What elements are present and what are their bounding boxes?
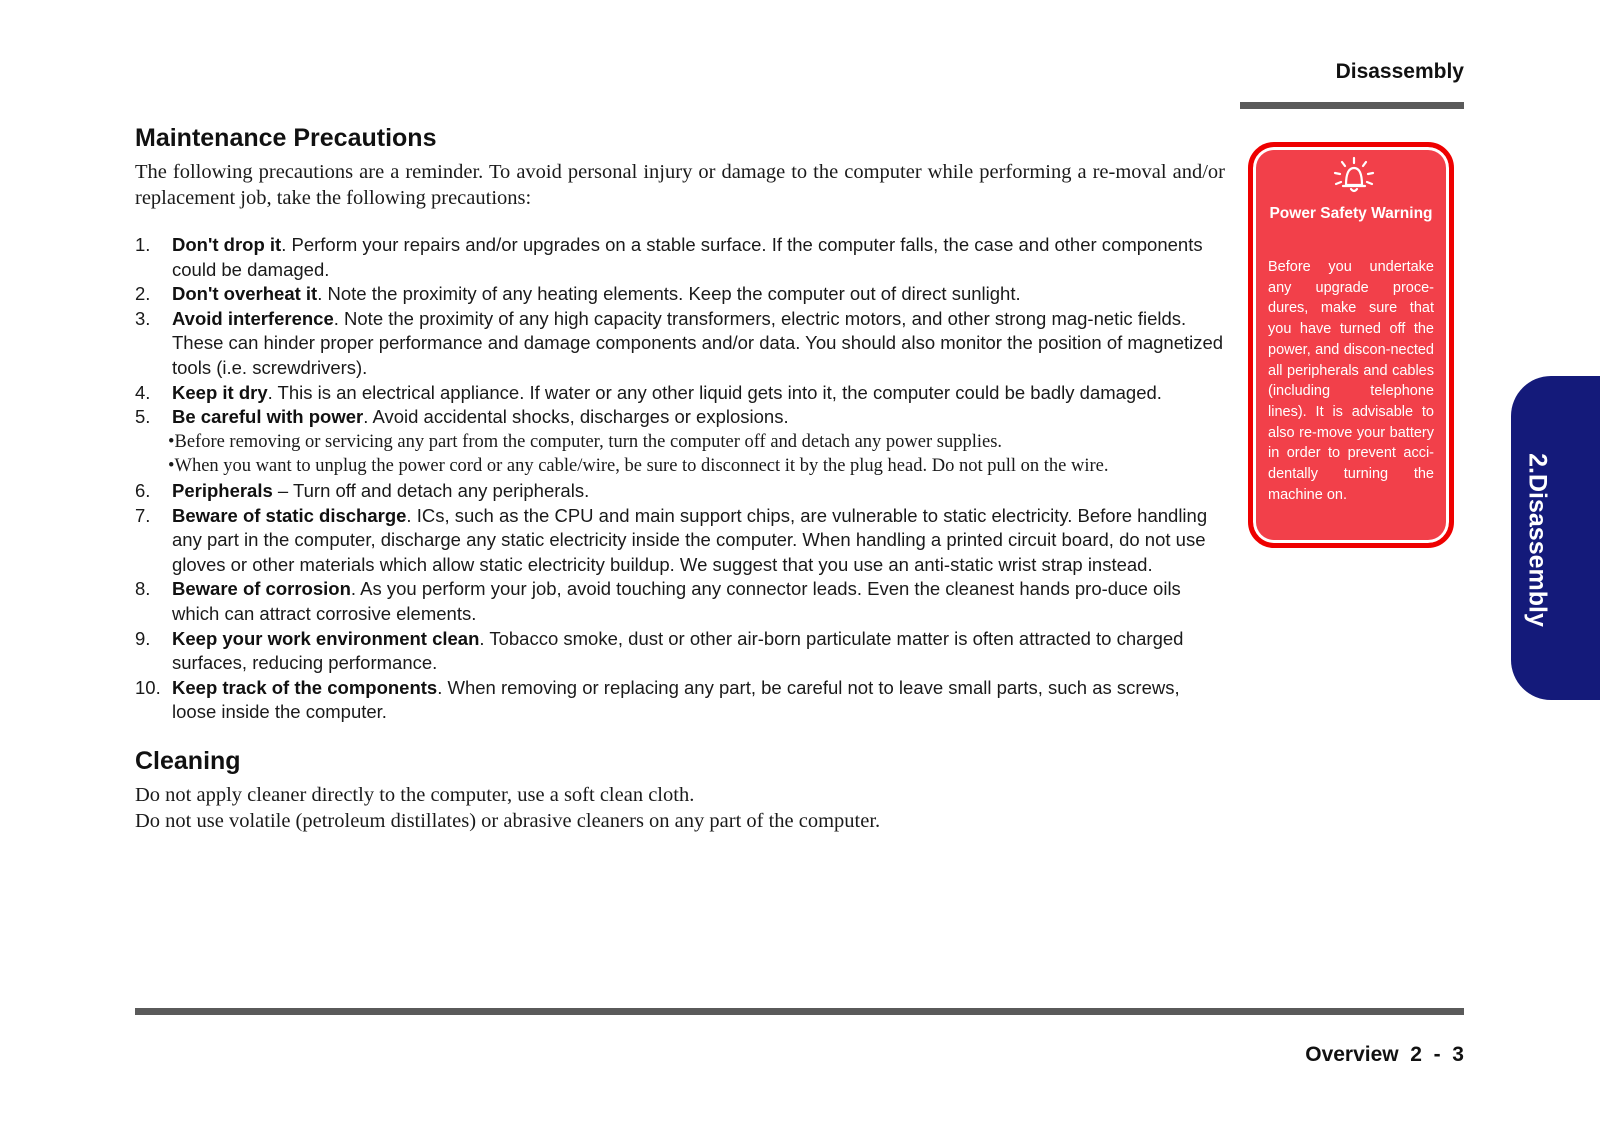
item-number: 5. (135, 406, 151, 428)
item-term: Keep your work environment clean (172, 627, 480, 649)
item-term: Avoid interference (172, 307, 334, 329)
power-bullets (135, 430, 1225, 479)
item-text: – Turn off and detach any peripherals. (272, 479, 590, 501)
bullet-item: •Before removing or servicing any part from the computer, turn the computer off and detach any power supplies. (168, 431, 1003, 452)
item-text: . ICs, such as the CPU and main support chips, are vulnerable to static electricity. Before handling any part in the computer, discharge any static electricity inside the computer. When handling a printed circuit board, do not use gloves or other materials which allow static electricity buildup. We suggest that you use an anti-static wrist strap instead. (172, 504, 1208, 575)
item-text: . This is an electrical appliance. If water or any other liquid gets into it, the computer could be badly damaged. (267, 381, 1162, 403)
list-item (135, 405, 1225, 430)
maintenance-intro: The following precautions are a reminder. To avoid personal injury or damage to the computer while performing a re-moval and/or replacement job, take the following precautions: (135, 161, 1225, 209)
item-number: 10. (135, 676, 161, 698)
item-text: . Note the proximity of any heating elements. Keep the computer out of direct sunlight. (317, 283, 1021, 305)
item-number: 4. (135, 381, 151, 403)
cleaning-section (135, 747, 1225, 834)
item-text: . When removing or replacing any part, be careful not to leave small parts, such as screws, loose inside the computer. (172, 676, 1180, 723)
item-term: Be careful with power (172, 406, 364, 428)
main-content (135, 124, 1225, 834)
item-term: Don't overheat it (172, 283, 318, 305)
list-item (135, 233, 1225, 282)
item-number: 1. (135, 234, 151, 255)
item-term: Peripherals (172, 479, 273, 501)
list-item (135, 307, 1225, 381)
list-item (135, 577, 1225, 626)
header-rule (1240, 102, 1464, 109)
list-item (135, 627, 1225, 676)
item-number: 2. (135, 283, 151, 305)
item-text: . Perform your repairs and/or upgrades on a stable surface. If the computer falls, the case and other components could be damaged. (172, 234, 1203, 280)
item-number: 3. (135, 307, 151, 329)
item-text: . Avoid accidental shocks, discharges or explosions. (363, 406, 789, 428)
list-item (135, 381, 1225, 406)
header-title: Disassembly (1335, 60, 1464, 83)
power-safety-warning-box (1248, 142, 1454, 548)
list-item (135, 282, 1225, 307)
item-term: Beware of corrosion (172, 578, 351, 600)
item-text: . Note the proximity of any high capacity transformers, electric motors, and other strong mag-netic fields. These can hinder proper performance and damage components and/or data. You should also monitor the position of magnetized tools (i.e. screwdrivers). (172, 307, 1224, 378)
list-item (135, 676, 1225, 725)
alarm-bell-icon (1331, 155, 1377, 197)
chapter-side-tab-label: 2.Disassembly (1523, 453, 1552, 627)
cleaning-heading: Cleaning (135, 746, 241, 775)
item-number: 8. (135, 578, 151, 600)
item-term: Don't drop it (172, 234, 282, 255)
maintenance-heading: Maintenance Precautions (135, 124, 437, 152)
item-term: Keep it dry (172, 381, 268, 403)
list-item (135, 479, 1225, 504)
bullet-item: •When you want to unplug the power cord or any cable/wire, be sure to disconnect it by the plug head. Do not pull on the wire. (168, 456, 1109, 477)
item-text: . Tobacco smoke, dust or other air-born particulate matter is often attracted to charged surfaces, reducing performance. (172, 627, 1184, 674)
list-item (135, 504, 1225, 578)
warning-title: Power Safety Warning (1269, 205, 1433, 222)
item-term: Keep track of the components (172, 676, 438, 698)
footer-page-number: Overview 2 - 3 (1305, 1043, 1464, 1066)
item-term: Beware of static discharge (172, 504, 407, 526)
warning-body: Before you undertake any upgrade proce-dures, make sure that you have turned off the power, and discon-nected all peripherals and cables (including telephone lines). It is advisable to also re-move your battery in order to prevent acci-dentally turning the machine on. (1268, 259, 1434, 503)
cleaning-line-1: Do not apply cleaner directly to the computer, use a soft clean cloth. (135, 783, 695, 806)
item-number: 9. (135, 627, 151, 649)
item-number: 6. (135, 479, 151, 501)
item-text: . As you perform your job, avoid touching any connector leads. Even the cleanest hands pro-duce oils which can attract corrosive elements. (172, 578, 1181, 624)
precautions-list (135, 233, 1225, 725)
footer-rule (135, 1008, 1464, 1015)
item-number: 7. (135, 504, 151, 526)
cleaning-line-2: Do not use volatile (petroleum distillates) or abrasive cleaners on any part of the computer. (135, 809, 881, 832)
